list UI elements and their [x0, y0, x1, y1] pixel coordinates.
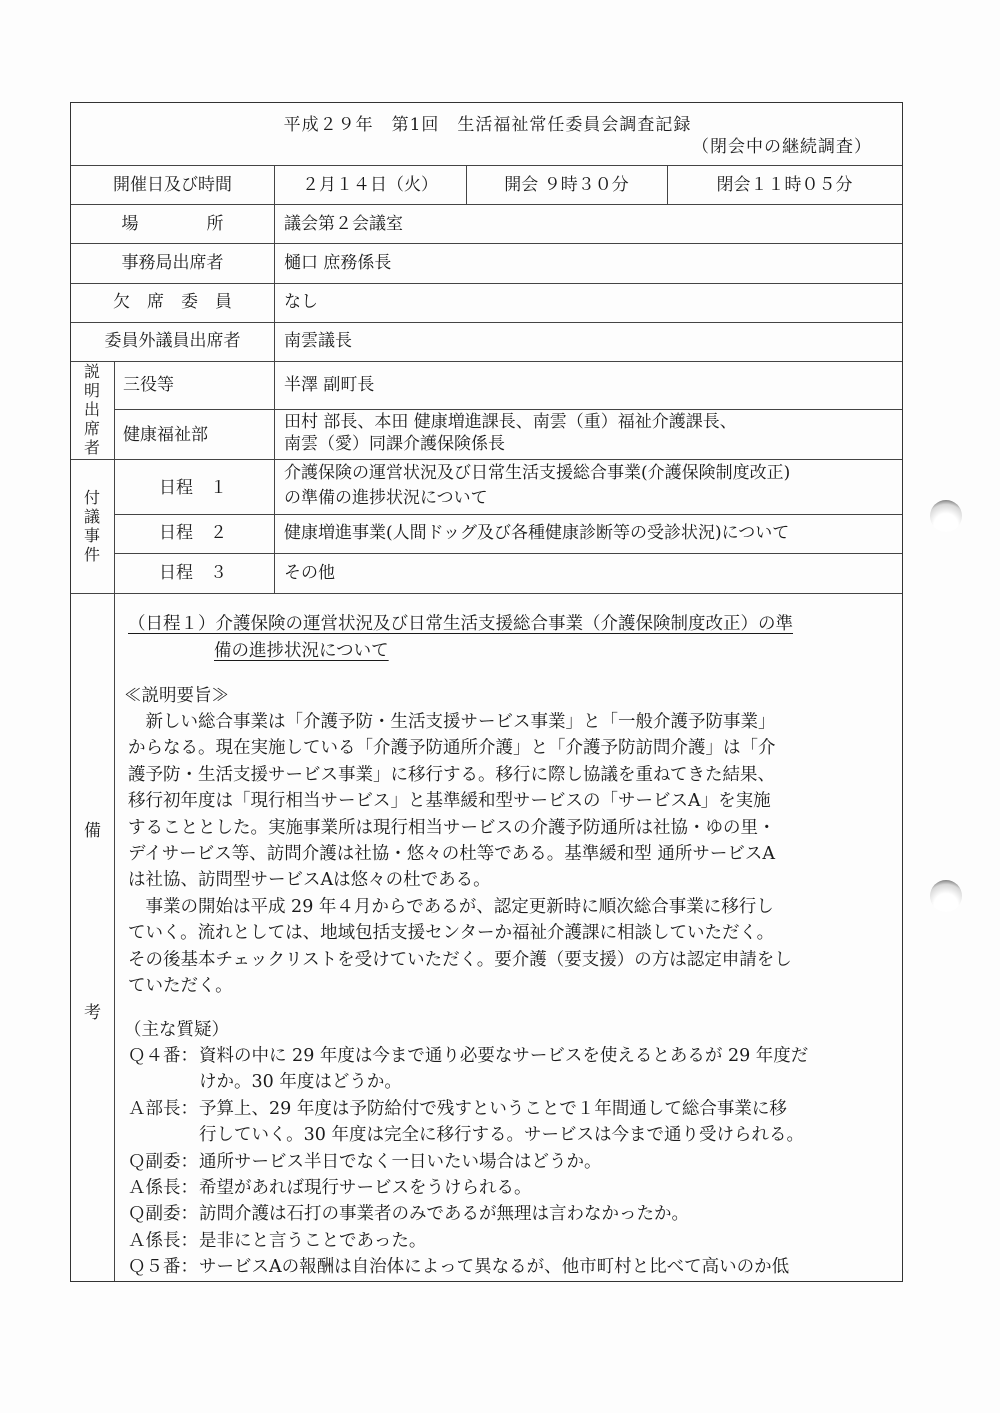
punch-hole-bottom [930, 880, 962, 912]
summary-line: することとした。実施事業所は現行相当サービスの介護予防通所は社協・ゆの里・ [128, 817, 776, 838]
summary-line: ていく。流れとしては、地域包括支援センターか福祉介護課に相談していただく。 [128, 923, 775, 944]
divider [71, 459, 902, 460]
divider [114, 514, 902, 515]
record-table [70, 102, 903, 1282]
summary-line: 新しい総合事業は「介護予防・生活支援サービス事業」と「一般介護予防事業」 [128, 712, 776, 732]
qa-label: （主な質疑） [124, 1020, 229, 1040]
summary-line: からなる。現在実施している「介護予防通所介護」と「介護予防訪問介護」は「介 [128, 738, 776, 759]
agenda-row-label: 日程 １ [159, 478, 227, 498]
agenda-row-value: その他 [284, 563, 335, 583]
qa-text-line: けか。30 年度はどうか。 [199, 1072, 402, 1093]
qa-speaker: Ｑ副委： [128, 1151, 198, 1172]
qa-speaker: Ａ部長： [128, 1098, 198, 1119]
divider [114, 409, 902, 410]
document-title: 平成２９年 第1回 生活福祉常任委員会調査記録 [283, 115, 692, 135]
date-label: 開催日及び時間 [113, 175, 232, 195]
divider [71, 283, 902, 284]
explainer-row-label: 三役等 [123, 375, 174, 395]
divider [71, 361, 902, 362]
remarks-label-top: 備 [84, 821, 101, 841]
place-value: 議会第２会議室 [284, 214, 403, 234]
divider [71, 322, 902, 323]
divider [114, 553, 902, 554]
divider [71, 204, 902, 205]
qa-speaker: Ａ係長： [128, 1178, 198, 1198]
secretariat-label: 事務局出席者 [121, 253, 224, 273]
remarks-heading: 備の進捗状況について [214, 641, 389, 661]
remarks-label-bottom: 考 [84, 1003, 101, 1023]
punch-hole-top [930, 500, 962, 532]
summary-line: デイサービス等、訪問介護は社協・悠々の杜等である。基準緩和型 通所サービスA [128, 844, 775, 864]
summary-line: 事業の開始は平成 29 年４月からであるが、認定更新時に順次総合事業に移行し [128, 896, 774, 917]
remarks-heading: （日程１）介護保険の運営状況及び日常生活支援総合事業（介護保険制度改正）の準 [128, 614, 793, 634]
agenda-row-label: 日程 ３ [159, 563, 227, 583]
explainer-row-label: 健康福祉部 [123, 425, 208, 445]
divider [71, 165, 902, 166]
non-member-value: 南雲議長 [284, 331, 352, 351]
summary-label: ≪説明要旨≫ [124, 686, 229, 706]
summary-line: その後基本チェックリストを受けていただく。要介護（要支援）の方は認定申請をし [128, 949, 792, 970]
divider [114, 361, 115, 1281]
explainer-row-value: 半澤 副町長 [284, 375, 375, 395]
qa-text-line: 是非にと言うことであった。 [199, 1230, 427, 1251]
qa-text-line: 行していく。30 年度は完全に移行する。サービスは今まで通り受けられる。 [199, 1125, 804, 1146]
divider [71, 243, 902, 244]
qa-text-line: 資料の中に 29 年度は今まで通り必要なサービスを使えるとあるが 29 年度だ [199, 1046, 809, 1066]
agenda-row-value: 健康増進事業(人間ドッグ及び各種健康診断等の受診状況)について [284, 523, 790, 543]
agenda-row-value: の準備の進捗状況について [284, 488, 488, 508]
summary-line: 護予防・生活支援サービス事業」に移行する。移行に際し協議を重ねてきた結果、 [128, 764, 776, 785]
meeting-date: ２月１４日（火） [302, 175, 438, 195]
open-time: 開会 ９時３０分 [504, 175, 629, 195]
qa-speaker: Ｑ５番： [128, 1257, 198, 1278]
qa-speaker: Ａ係長： [128, 1230, 198, 1251]
agenda-row-value: 介護保険の運営状況及び日常生活支援総合事業(介護保険制度改正) [284, 463, 791, 483]
qa-text-line: 希望があれば現行サービスをうけられる。 [199, 1178, 532, 1198]
divider [71, 593, 902, 594]
secretariat-value: 樋口 庶務係長 [284, 253, 392, 273]
explainers-group-label: 説明出席者 [83, 362, 100, 457]
qa-text-line: 予算上、29 年度は予防給付で残すということで１年間通して総合事業に移 [199, 1098, 787, 1119]
agenda-row-label: 日程 ２ [159, 523, 227, 543]
qa-text-line: 通所サービス半日でなく一日いたい場合はどうか。 [199, 1151, 602, 1172]
summary-line: は社協、訪問型サービスAは悠々の杜である。 [128, 870, 491, 891]
qa-speaker: Ｑ副委： [128, 1204, 198, 1225]
divider [274, 165, 275, 593]
summary-line: ていただく。 [128, 976, 233, 996]
qa-text-line: サービスAの報酬は自治体によって異なるが、他市町村と比べて高いのか低 [199, 1257, 790, 1278]
absent-value: なし [284, 292, 318, 312]
close-time: 閉会１１時０５分 [716, 175, 853, 195]
summary-line: 移行初年度は「現行相当サービス」と基準緩和型サービスの「サービスA」を実施 [128, 791, 771, 812]
qa-speaker: Ｑ４番： [128, 1046, 198, 1066]
explainer-row-value: 南雲（愛）同課介護保険係長 [284, 434, 505, 454]
non-member-label: 委員外議員出席者 [104, 331, 241, 351]
qa-text-line: 訪問介護は石打の事業者のみであるが無理は言わなかったか。 [199, 1204, 689, 1225]
place-label: 場 所 [121, 214, 224, 234]
explainer-row-value: 田村 部長、本田 健康増進課長、南雲（重）福祉介護課長、 [284, 412, 737, 432]
document-subtitle: （閉会中の継続調査） [692, 137, 872, 157]
absent-label: 欠 席 委 員 [113, 292, 232, 312]
agenda-group-label: 付議事件 [83, 488, 100, 564]
